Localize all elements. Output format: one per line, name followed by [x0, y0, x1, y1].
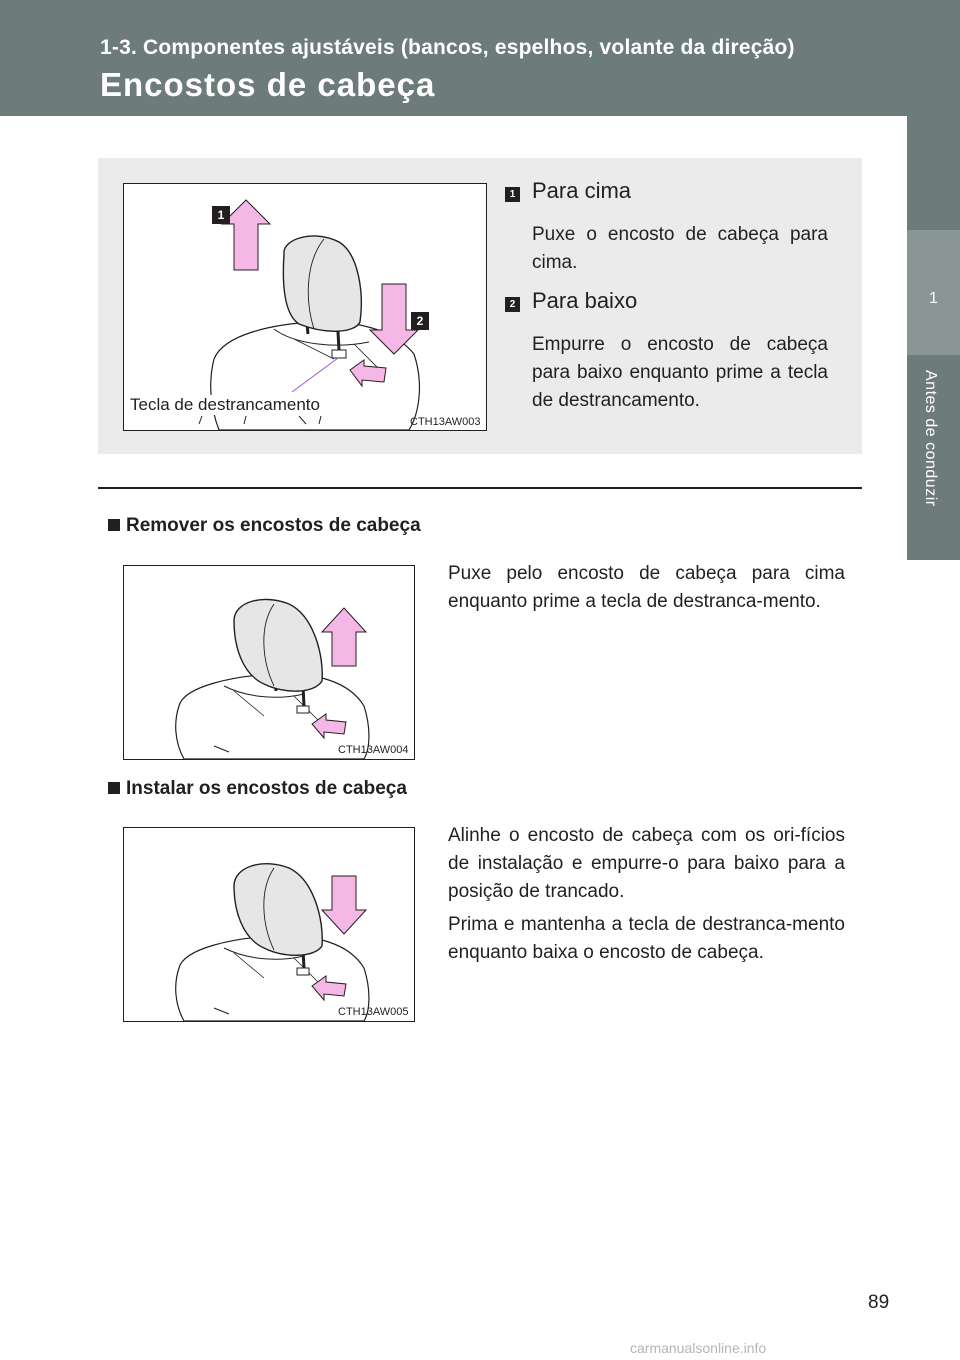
remove-text: Puxe pelo encosto de cabeça para cima enquanto prime a tecla de destranca-mento. — [448, 563, 845, 612]
install-heading-text: Instalar os encostos de cabeça — [126, 778, 407, 799]
bullet-square-icon — [108, 519, 120, 531]
section-divider — [98, 487, 862, 489]
install-figure — [123, 827, 415, 1022]
watermark: carmanualsonline.info — [630, 1340, 767, 1356]
step-2-badge: 2 — [505, 297, 520, 312]
headrest-adjust-figure — [123, 183, 487, 431]
unlock-key-label: Tecla de destrancamento — [130, 395, 320, 414]
figure-callout-2: 2 — [411, 312, 429, 330]
figure-code: CTH13AW003 — [410, 416, 481, 428]
step-2-title: Para baixo — [532, 288, 638, 313]
page-header — [0, 0, 960, 116]
headrest-adjust-illustration — [124, 184, 486, 430]
step-2-text: Empurre o encosto de cabeça para baixo enquanto prime a tecla de destrancamento. — [532, 334, 828, 411]
page-title: Encostos de cabeça — [100, 66, 436, 103]
install-heading — [108, 778, 407, 800]
figure-callout-1: 1 — [212, 206, 230, 224]
install-figure-code: CTH13AW005 — [338, 1006, 409, 1018]
page-number: 89 — [868, 1292, 890, 1313]
install-illustration — [124, 828, 414, 1021]
side-tab-number: 1 — [929, 290, 938, 307]
install-text-1: Alinhe o encosto de cabeça com os ori-fícios de instalação e empurre-o para baixo para a posição de trancado. — [448, 825, 845, 902]
remove-heading-text: Remover os encostos de cabeça — [126, 515, 421, 536]
step-1-badge: 1 — [505, 187, 520, 202]
remove-figure — [123, 565, 415, 760]
remove-heading — [108, 515, 421, 537]
remove-figure-code: CTH13AW004 — [338, 744, 409, 756]
remove-illustration — [124, 566, 414, 759]
side-tab-label: Antes de conduzir — [922, 370, 939, 507]
section-title: 1-3. Componentes ajustáveis (bancos, espelhos, volante da direção) — [100, 36, 795, 59]
bullet-square-icon — [108, 782, 120, 794]
step-1-title: Para cima — [532, 178, 632, 203]
install-text-2: Prima e mantenha a tecla de destranca-mento enquanto baixa o encosto de cabeça. — [448, 914, 845, 963]
step-1-text: Puxe o encosto de cabeça para cima. — [532, 224, 828, 273]
